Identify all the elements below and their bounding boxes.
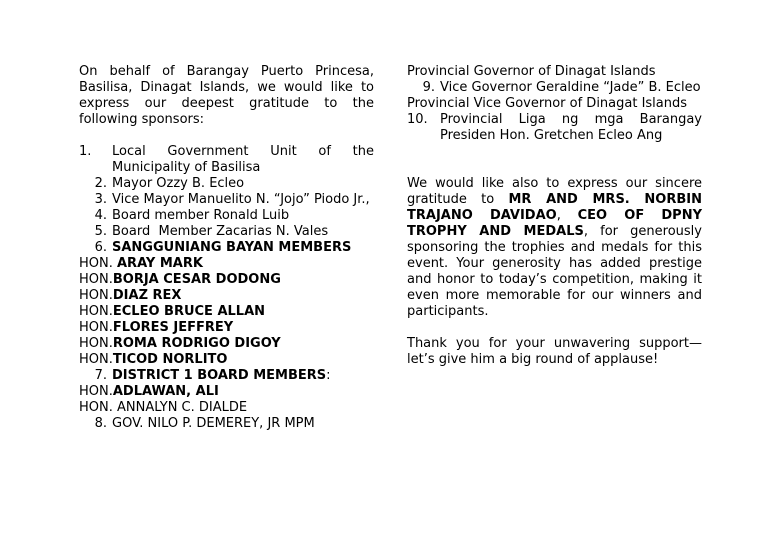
- council-member-2: HON.BORJA CESAR DODONG: [79, 272, 281, 287]
- intro-paragraph: On behalf of Barangay Puerto Princesa, Basilisa, Dinagat Islands, we would like to express our deepest gratitude to the following sponsors:: [79, 64, 374, 127]
- sponsor-item-2: 2. Mayor Ozzy B. Ecleo: [94, 176, 245, 191]
- council-member-5: HON.FLORES JEFFREY: [79, 320, 234, 335]
- right-column: [407, 64, 702, 368]
- sponsor-item-10: 10. Provincial Liga ng mga Barangay: [407, 112, 702, 127]
- sponsor-item-10-cont: Presiden Hon. Gretchen Ecleo Ang: [440, 128, 663, 143]
- district-member-1: HON.ADLAWAN, ALI: [79, 384, 219, 399]
- sponsor-item-5: 5. Board Member Zacarias N. Vales: [94, 224, 329, 239]
- council-member-7: HON.TICOD NORLITO: [79, 352, 228, 367]
- governor-title: Provincial Governor of Dinagat Islands: [407, 64, 656, 79]
- sponsor-item-3: 3. Vice Mayor Manuelito N. “Jojo” Piodo Jr.,: [94, 192, 370, 207]
- council-member-4: HON.ECLEO BRUCE ALLAN: [79, 304, 266, 319]
- sponsor-text: Local Government Unit of the: [112, 144, 374, 159]
- district-member-2: HON. ANNALYN C. DIALDE: [79, 400, 248, 415]
- sponsor-item-1: 1. Local Government Unit of the Municipality of Basilisa: [79, 144, 374, 175]
- sponsor-item-6: 6. SANGGUNIANG BAYAN MEMBERS: [94, 240, 352, 255]
- council-member-6: HON.ROMA RODRIGO DIGOY: [79, 336, 281, 351]
- closing-paragraph: Thank you for your unwavering support—let’s give him a big round of applause!: [407, 336, 702, 367]
- sponsor-item-9: 9. Vice Governor Geraldine “Jade” B. Ecleo: [422, 80, 701, 95]
- sponsor-item-7: 7. DISTRICT 1 BOARD MEMBERS:: [94, 368, 331, 383]
- sponsor-item-4: 4. Board member Ronald Luib: [94, 208, 290, 223]
- council-member-1: HON. ARAY MARK: [79, 256, 203, 271]
- council-member-3: HON.DIAZ REX: [79, 288, 182, 303]
- vice-governor-title: Provincial Vice Governor of Dinagat Islands: [407, 96, 688, 111]
- sponsor-text-cont: Municipality of Basilisa: [112, 160, 261, 175]
- left-column: [79, 64, 374, 432]
- sponsor-item-8: 8. GOV. NILO P. DEMEREY, JR MPM: [94, 416, 315, 431]
- gratitude-paragraph: We would like also to express our sincere gratitude to MR AND MRS. NORBIN TRAJANO DAVIDAO, CEO OF DPNY TROPHY AND MEDALS, for generously sponsoring the trophies and medals for this event. Your generosity has added prestige and honor to today’s competition, making it even more memorable for our winners and participants.: [407, 176, 702, 319]
